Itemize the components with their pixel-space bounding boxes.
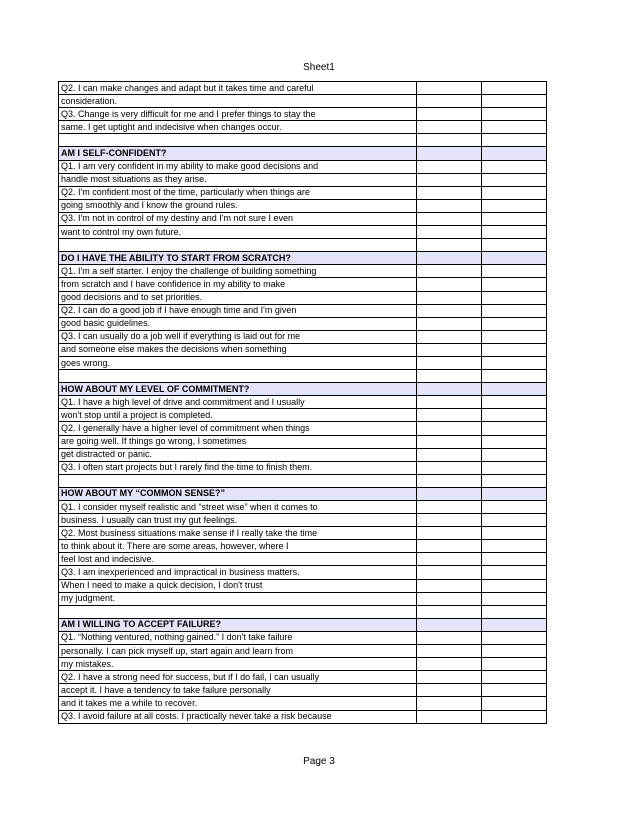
question-text-cell[interactable]: from scratch and I have confidence in my ability to make <box>59 278 417 291</box>
question-text-cell[interactable]: to think about it. There are some areas, however, where I <box>59 540 417 553</box>
question-text-cell[interactable]: good decisions and to set priorities. <box>59 291 417 304</box>
answer-cell-b[interactable] <box>482 540 547 553</box>
answer-cell-b[interactable] <box>482 317 547 330</box>
answer-cell-b[interactable] <box>482 579 547 592</box>
answer-cell-a[interactable] <box>417 226 482 239</box>
answer-cell-b[interactable] <box>482 461 547 474</box>
question-text-cell[interactable] <box>59 370 417 383</box>
answer-cell-b[interactable] <box>482 396 547 409</box>
question-text-cell[interactable]: get distracted or panic. <box>59 448 417 461</box>
answer-cell-a[interactable] <box>417 435 482 448</box>
section-header-row <box>59 252 547 265</box>
question-row <box>59 226 547 239</box>
answer-cell-b[interactable] <box>482 645 547 658</box>
answer-cell-b[interactable] <box>482 631 547 644</box>
answer-cell-b[interactable] <box>482 487 547 500</box>
answer-cell-a[interactable] <box>417 239 482 252</box>
answer-cell-b[interactable] <box>482 147 547 160</box>
answer-cell-a[interactable] <box>417 330 482 343</box>
answer-cell-a[interactable] <box>417 527 482 540</box>
answer-cell-b[interactable] <box>482 658 547 671</box>
answer-cell-b[interactable] <box>482 278 547 291</box>
question-row <box>59 186 547 199</box>
answer-cell-b[interactable] <box>482 343 547 356</box>
question-text-cell[interactable]: Q1. I'm a self starter. I enjoy the challenge of building something <box>59 265 417 278</box>
question-text-cell[interactable]: Q2. Most business situations make sense if I really take the time <box>59 527 417 540</box>
question-text-cell[interactable]: Q2. I'm confident most of the time, particularly when things are <box>59 186 417 199</box>
answer-cell-a[interactable] <box>417 618 482 631</box>
answer-cell-a[interactable] <box>417 540 482 553</box>
section-header-row <box>59 147 547 160</box>
answer-cell-b[interactable] <box>482 304 547 317</box>
question-text-cell[interactable]: are going well. If things go wrong, I sometimes <box>59 435 417 448</box>
question-row <box>59 278 547 291</box>
question-row <box>59 199 547 212</box>
question-row <box>59 121 547 134</box>
answer-cell-a[interactable] <box>417 383 482 396</box>
question-text-cell[interactable]: Q3. I avoid failure at all costs. I practically never take a risk because <box>59 710 417 723</box>
answer-cell-b[interactable] <box>482 697 547 710</box>
question-row <box>59 671 547 684</box>
answer-cell-b[interactable] <box>482 134 547 147</box>
question-text-cell[interactable]: Q3. I often start projects but I rarely find the time to finish them. <box>59 461 417 474</box>
question-text-cell[interactable]: personally. I can pick myself up, start again and learn from <box>59 645 417 658</box>
answer-cell-a[interactable] <box>417 134 482 147</box>
answer-cell-a[interactable] <box>417 82 482 95</box>
answer-cell-b[interactable] <box>482 265 547 278</box>
answer-cell-a[interactable] <box>417 160 482 173</box>
answer-cell-b[interactable] <box>482 252 547 265</box>
question-row <box>59 540 547 553</box>
answer-cell-b[interactable] <box>482 383 547 396</box>
question-row <box>59 514 547 527</box>
page-number: Page 3 <box>303 756 335 767</box>
answer-cell-a[interactable] <box>417 121 482 134</box>
answer-cell-a[interactable] <box>417 461 482 474</box>
section-header-row <box>59 383 547 396</box>
answer-cell-a[interactable] <box>417 409 482 422</box>
blank-row <box>59 134 547 147</box>
questionnaire-table <box>58 81 547 724</box>
answer-cell-b[interactable] <box>482 501 547 514</box>
question-row <box>59 697 547 710</box>
question-text-cell[interactable]: my judgment. <box>59 592 417 605</box>
question-row <box>59 422 547 435</box>
question-text-cell[interactable]: want to control my own future. <box>59 226 417 239</box>
answer-cell-a[interactable] <box>417 684 482 697</box>
question-text-cell[interactable]: my mistakes. <box>59 658 417 671</box>
question-text-cell[interactable]: consideration. <box>59 95 417 108</box>
question-row <box>59 265 547 278</box>
blank-row <box>59 474 547 487</box>
answer-cell-b[interactable] <box>482 527 547 540</box>
answer-cell-b[interactable] <box>482 226 547 239</box>
answer-cell-b[interactable] <box>482 514 547 527</box>
blank-row <box>59 239 547 252</box>
answer-cell-a[interactable] <box>417 317 482 330</box>
answer-cell-b[interactable] <box>482 121 547 134</box>
section-header-cell[interactable]: DO I HAVE THE ABILITY TO START FROM SCRATCH? <box>59 252 417 265</box>
question-row <box>59 631 547 644</box>
answer-cell-b[interactable] <box>482 356 547 369</box>
answer-cell-a[interactable] <box>417 631 482 644</box>
answer-cell-a[interactable] <box>417 671 482 684</box>
question-row <box>59 501 547 514</box>
question-text-cell[interactable]: goes wrong. <box>59 356 417 369</box>
question-row <box>59 435 547 448</box>
question-row <box>59 579 547 592</box>
sheet-title: Sheet1 <box>303 62 335 73</box>
answer-cell-a[interactable] <box>417 291 482 304</box>
answer-cell-a[interactable] <box>417 396 482 409</box>
answer-cell-a[interactable] <box>417 448 482 461</box>
answer-cell-b[interactable] <box>482 671 547 684</box>
answer-cell-a[interactable] <box>417 304 482 317</box>
question-text-cell[interactable] <box>59 134 417 147</box>
question-row <box>59 409 547 422</box>
answer-cell-b[interactable] <box>482 173 547 186</box>
question-row <box>59 448 547 461</box>
question-text-cell[interactable]: same. I get uptight and indecisive when changes occur. <box>59 121 417 134</box>
answer-cell-a[interactable] <box>417 265 482 278</box>
answer-cell-b[interactable] <box>482 435 547 448</box>
answer-cell-b[interactable] <box>482 108 547 121</box>
section-header-cell[interactable]: AM I WILLING TO ACCEPT FAILURE? <box>59 618 417 631</box>
answer-cell-b[interactable] <box>482 566 547 579</box>
answer-cell-b[interactable] <box>482 160 547 173</box>
question-text-cell[interactable]: Q1. I consider myself realistic and “street wise” when it comes to <box>59 501 417 514</box>
question-row <box>59 212 547 225</box>
answer-cell-b[interactable] <box>482 291 547 304</box>
answer-cell-b[interactable] <box>482 474 547 487</box>
blank-row <box>59 605 547 618</box>
question-text-cell[interactable]: Q2. I have a strong need for success, but if I do fail, I can usually <box>59 671 417 684</box>
answer-cell-b[interactable] <box>482 592 547 605</box>
answer-cell-b[interactable] <box>482 618 547 631</box>
answer-cell-a[interactable] <box>417 474 482 487</box>
question-row <box>59 592 547 605</box>
question-row <box>59 566 547 579</box>
answer-cell-b[interactable] <box>482 212 547 225</box>
answer-cell-a[interactable] <box>417 108 482 121</box>
question-text-cell[interactable] <box>59 239 417 252</box>
question-text-cell[interactable]: won't stop until a project is completed. <box>59 409 417 422</box>
answer-cell-b[interactable] <box>482 710 547 723</box>
answer-cell-b[interactable] <box>482 605 547 618</box>
section-header-cell[interactable]: AM I SELF-CONFIDENT? <box>59 147 417 160</box>
question-row <box>59 396 547 409</box>
blank-row <box>59 370 547 383</box>
answer-cell-a[interactable] <box>417 501 482 514</box>
section-header-row <box>59 618 547 631</box>
answer-cell-b[interactable] <box>482 199 547 212</box>
question-row <box>59 658 547 671</box>
question-row <box>59 461 547 474</box>
question-row <box>59 160 547 173</box>
question-row <box>59 710 547 723</box>
question-row <box>59 291 547 304</box>
question-text-cell[interactable]: Q2. I can make changes and adapt but it takes time and careful <box>59 82 417 95</box>
answer-cell-a[interactable] <box>417 605 482 618</box>
question-row <box>59 684 547 697</box>
question-text-cell[interactable]: and someone else makes the decisions when something <box>59 343 417 356</box>
answer-cell-a[interactable] <box>417 186 482 199</box>
answer-cell-a[interactable] <box>417 566 482 579</box>
answer-cell-a[interactable] <box>417 579 482 592</box>
answer-cell-a[interactable] <box>417 697 482 710</box>
answer-cell-a[interactable] <box>417 422 482 435</box>
question-row <box>59 82 547 95</box>
answer-cell-a[interactable] <box>417 710 482 723</box>
question-row <box>59 645 547 658</box>
question-text-cell[interactable]: good basic guidelines. <box>59 317 417 330</box>
question-text-cell[interactable]: Q1. I am very confident in my ability to make good decisions and <box>59 160 417 173</box>
answer-cell-b[interactable] <box>482 409 547 422</box>
answer-cell-b[interactable] <box>482 422 547 435</box>
question-row <box>59 304 547 317</box>
question-row <box>59 95 547 108</box>
answer-cell-b[interactable] <box>482 82 547 95</box>
question-text-cell[interactable]: Q3. I'm not in control of my destiny and I'm not sure I even <box>59 212 417 225</box>
question-row <box>59 330 547 343</box>
answer-cell-a[interactable] <box>417 658 482 671</box>
answer-cell-a[interactable] <box>417 487 482 500</box>
answer-cell-a[interactable] <box>417 370 482 383</box>
question-text-cell[interactable]: Q1. I have a high level of drive and commitment and I usually <box>59 396 417 409</box>
answer-cell-b[interactable] <box>482 684 547 697</box>
question-text-cell[interactable]: Q3. I can usually do a job well if everything is laid out for me <box>59 330 417 343</box>
question-text-cell[interactable]: Q2. I can do a good job if I have enough time and I'm given <box>59 304 417 317</box>
question-text-cell[interactable]: accept it. I have a tendency to take failure personally <box>59 684 417 697</box>
answer-cell-a[interactable] <box>417 343 482 356</box>
answer-cell-a[interactable] <box>417 147 482 160</box>
section-header-cell[interactable]: HOW ABOUT MY LEVEL OF COMMITMENT? <box>59 383 417 396</box>
answer-cell-b[interactable] <box>482 448 547 461</box>
question-text-cell[interactable] <box>59 474 417 487</box>
question-text-cell[interactable]: and it takes me a while to recover. <box>59 697 417 710</box>
question-text-cell[interactable]: feel lost and indecisive. <box>59 553 417 566</box>
answer-cell-b[interactable] <box>482 239 547 252</box>
question-row <box>59 108 547 121</box>
answer-cell-a[interactable] <box>417 514 482 527</box>
question-row <box>59 527 547 540</box>
answer-cell-a[interactable] <box>417 278 482 291</box>
question-text-cell[interactable]: When I need to make a quick decision, I don't trust <box>59 579 417 592</box>
answer-cell-a[interactable] <box>417 252 482 265</box>
section-header-row <box>59 487 547 500</box>
question-text-cell[interactable]: Q3. Change is very difficult for me and I prefer things to stay the <box>59 108 417 121</box>
question-text-cell[interactable]: going smoothly and I know the ground rules. <box>59 199 417 212</box>
section-header-cell[interactable]: HOW ABOUT MY “COMMON SENSE?” <box>59 487 417 500</box>
answer-cell-b[interactable] <box>482 370 547 383</box>
answer-cell-a[interactable] <box>417 173 482 186</box>
answer-cell-a[interactable] <box>417 553 482 566</box>
question-row <box>59 343 547 356</box>
answer-cell-a[interactable] <box>417 592 482 605</box>
answer-cell-a[interactable] <box>417 212 482 225</box>
question-text-cell[interactable]: handle most situations as they arise. <box>59 173 417 186</box>
question-row <box>59 317 547 330</box>
answer-cell-a[interactable] <box>417 199 482 212</box>
answer-cell-b[interactable] <box>482 553 547 566</box>
question-row <box>59 173 547 186</box>
question-text-cell[interactable] <box>59 605 417 618</box>
answer-cell-a[interactable] <box>417 356 482 369</box>
question-row <box>59 356 547 369</box>
answer-cell-a[interactable] <box>417 95 482 108</box>
questionnaire-table-body <box>59 82 547 724</box>
question-row <box>59 553 547 566</box>
answer-cell-b[interactable] <box>482 330 547 343</box>
answer-cell-b[interactable] <box>482 186 547 199</box>
question-text-cell[interactable]: business. I usually can trust my gut feelings. <box>59 514 417 527</box>
answer-cell-b[interactable] <box>482 95 547 108</box>
answer-cell-a[interactable] <box>417 645 482 658</box>
question-text-cell[interactable]: Q2. I generally have a higher level of commitment when things <box>59 422 417 435</box>
question-text-cell[interactable]: Q3. I am inexperienced and impractical in business matters. <box>59 566 417 579</box>
question-text-cell[interactable]: Q1. “Nothing ventured, nothing gained.” I don't take failure <box>59 631 417 644</box>
